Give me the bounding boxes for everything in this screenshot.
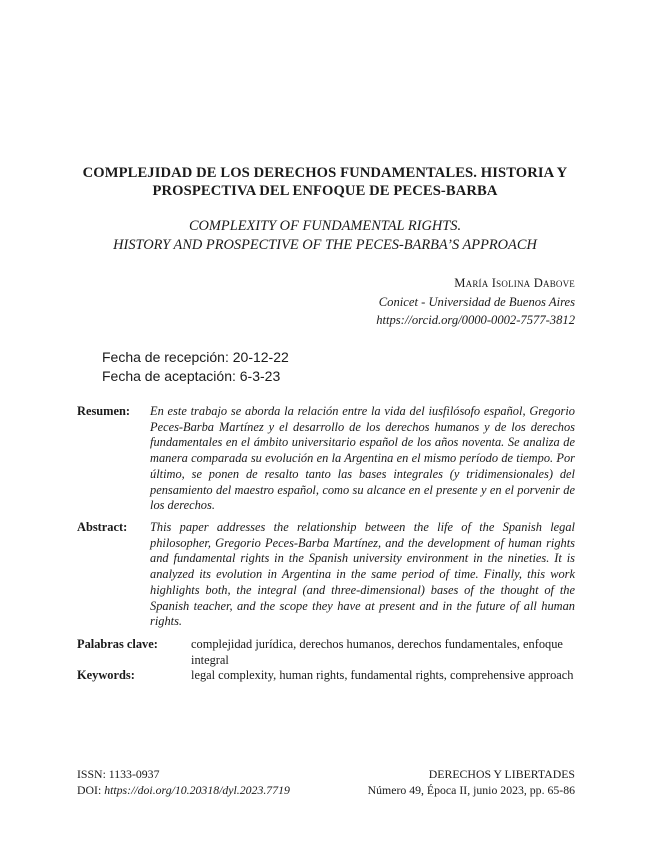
keywords-english-text: legal complexity, human rights, fundamental rights, comprehensive approach xyxy=(191,668,574,682)
paper-title-english xyxy=(60,217,590,255)
resumen-label: Resumen: xyxy=(77,404,130,418)
resumen-section xyxy=(77,404,575,514)
doi-line xyxy=(77,782,290,798)
footer-left xyxy=(77,766,290,798)
journal-name: DERECHOS Y LIBERTADES xyxy=(428,767,575,781)
footer-right xyxy=(368,766,575,798)
resumen-text: En este trabajo se aborda la relación entre la vida del iusfilósofo español, Gregorio Peces-Barba Martínez y el desarrollo de los derechos humanos y de los derechos fundamentales en el ámbito universitario español de los años noventa. Se analiza de manera comparada su evolución en la Argentina en el mismo período de tiempo. Por último, se ponen de resalto tanto las bases integrales (y tridimensionales) del pensamiento del maestro español, como su alcance en el presente y en el porvenir de los derechos. xyxy=(150,404,575,513)
abstract-text: This paper addresses the relationship between the life of the Spanish legal philosopher, Gregorio Peces-Barba Martínez, and the development of human rights and fundamental rights in the Spanish university environment in the nineties. It is analyzed its evolution in Argentina in the same period of time. Finally, this work highlights both, the integral (and three-dimensional) bases of the thought of the Spanish teacher, and the scope they have at present and in the future of all human rights. xyxy=(150,520,575,629)
submission-dates xyxy=(102,348,289,386)
doi-label: DOI: xyxy=(77,783,105,797)
issue-info: Número 49, Época II, junio 2023, pp. 65-86 xyxy=(367,783,575,797)
abstract-label: Abstract: xyxy=(77,520,128,534)
paper-title-spanish: COMPLEJIDAD DE LOS DERECHOS FUNDAMENTALES. HISTORIA Y PROSPECTIVA DEL ENFOQUE DE PECES-BARBA xyxy=(82,165,568,199)
abstract-section xyxy=(77,520,575,630)
author-orcid-link[interactable]: https://orcid.org/0000-0002-7577-3812 xyxy=(376,313,575,327)
keywords-english-section xyxy=(77,668,575,684)
keywords-spanish-section xyxy=(77,637,575,668)
doi-link[interactable]: https://doi.org/10.20318/dyl.2023.7719 xyxy=(104,783,290,797)
english-title-line-2: HISTORY AND PROSPECTIVE OF THE PECES-BARBA’S APPROACH xyxy=(113,237,537,253)
author-affiliation: Conicet - Universidad de Buenos Aires xyxy=(378,294,575,309)
keywords-english-label: Keywords: xyxy=(77,668,135,682)
reception-date: Fecha de recepción: 20-12-22 xyxy=(102,349,289,365)
english-title-line-1: COMPLEXITY OF FUNDAMENTAL RIGHTS. xyxy=(188,218,462,234)
acceptance-date: Fecha de aceptación: 6-3-23 xyxy=(102,368,281,384)
author-block xyxy=(376,274,575,330)
issn: ISSN: 1133-0937 xyxy=(77,767,160,781)
author-name: María Isolina Dabove xyxy=(454,276,575,290)
keywords-spanish-text: complejidad jurídica, derechos humanos, derechos fundamentales, enfoque integral xyxy=(191,637,563,667)
keywords-spanish-label: Palabras clave: xyxy=(77,637,158,651)
